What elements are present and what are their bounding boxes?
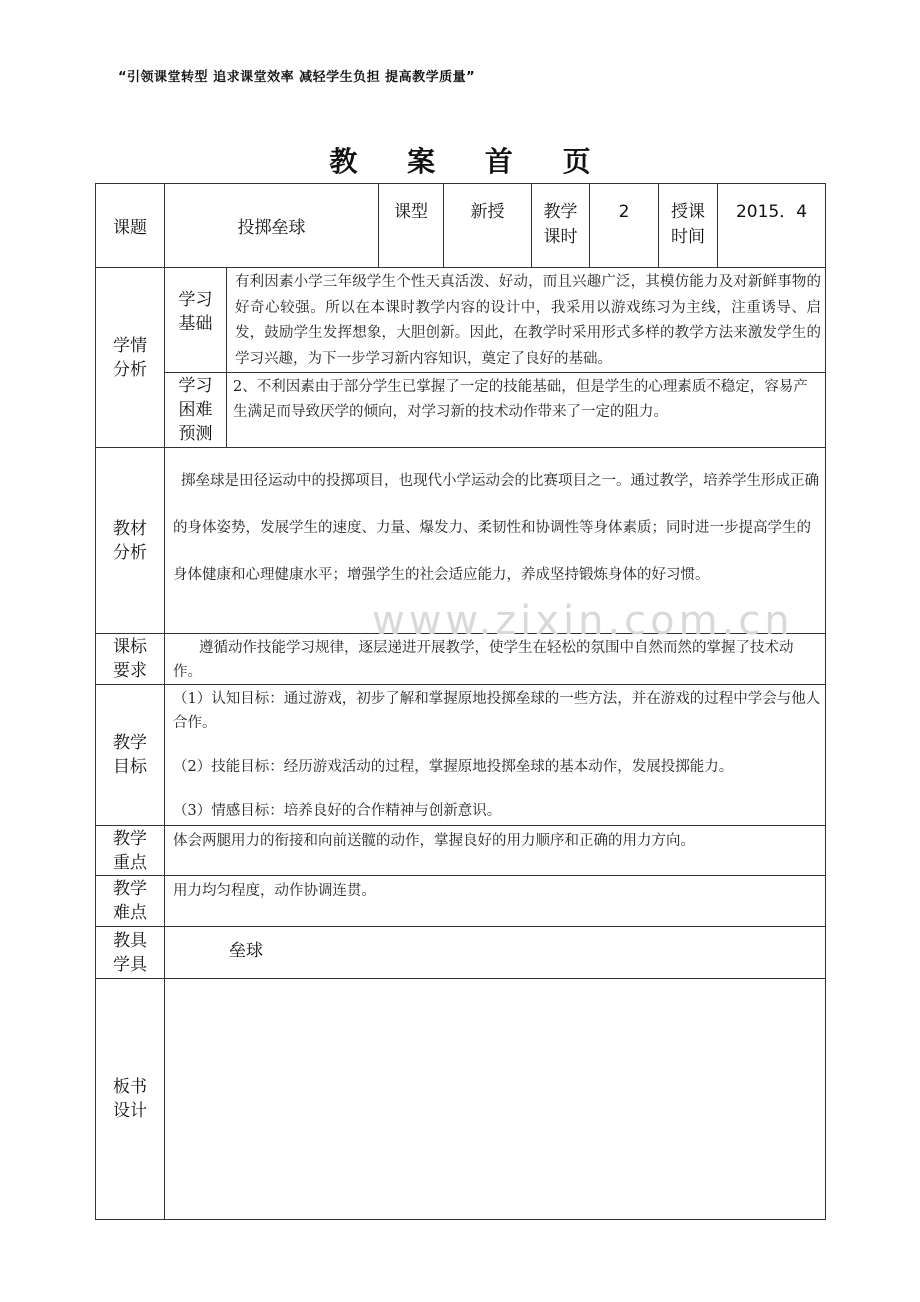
curriculum-standard-label-line-2: 要求 bbox=[113, 661, 147, 681]
date-value: 2015．4 bbox=[718, 184, 826, 268]
hours-label-line-1: 教学 bbox=[543, 202, 578, 222]
difficulty-text: 2、不利因素由于部分学生已掌握了一定的技能基础，但是学生的心理素质不稳定，容易产生满足而导致厌学的倾向，对学习新的技术动作带来了一定的阻力。 bbox=[227, 373, 826, 448]
teaching-tools-row bbox=[96, 927, 826, 979]
teaching-tools-label-line-1: 教具 bbox=[113, 930, 147, 951]
goal-cognitive: （1）认知目标：通过游戏，初步了解和掌握原地投掷垒球的一些方法，并在游戏的过程中学会与他人合作。 bbox=[173, 691, 821, 731]
hours-label bbox=[532, 184, 590, 268]
teaching-goals-label-line-1: 教学 bbox=[113, 733, 147, 753]
student-difficulty-row bbox=[96, 373, 826, 448]
difficulty-label-line-2: 困难 bbox=[178, 400, 213, 420]
key-points-label-line-2: 重点 bbox=[113, 852, 147, 873]
difficulty-label-line-3: 预测 bbox=[178, 424, 213, 444]
goal-skill: （2）技能目标：经历游戏活动的过程，掌握原地投掷垒球的基本动作，发展投掷能力。 bbox=[173, 759, 734, 775]
material-analysis-label-line-2: 分析 bbox=[113, 542, 147, 563]
basis-label bbox=[165, 268, 227, 373]
info-row bbox=[96, 184, 826, 268]
key-points-label-line-1: 教学 bbox=[113, 828, 147, 849]
student-analysis-label-line-2: 分析 bbox=[113, 359, 147, 380]
teaching-tools-label bbox=[96, 927, 165, 979]
teaching-goals-cell bbox=[165, 685, 826, 826]
curriculum-standard-label bbox=[96, 634, 165, 685]
key-points-row bbox=[96, 826, 826, 876]
board-design-label bbox=[96, 979, 165, 1220]
teaching-goals-label bbox=[96, 685, 165, 826]
student-analysis-label bbox=[96, 268, 165, 448]
student-analysis-label-line-1: 学情 bbox=[113, 335, 147, 356]
material-analysis-text: 掷垒球是田径运动中的投掷项目，也现代小学运动会的比赛项目之一。通过教学，培养学生形成正确的身体姿势，发展学生的速度、力量、爆发力、柔韧性和协调性等身体素质；同时进一步提高学生的身体健康和心理健康水平；增强学生的社会适应能力，养成坚持锻炼身体的好习惯。 bbox=[173, 473, 819, 583]
teaching-goals-label-line-2: 目标 bbox=[113, 757, 147, 777]
difficult-points-label-line-2: 难点 bbox=[113, 903, 147, 923]
material-analysis-label-line-1: 教材 bbox=[113, 518, 147, 539]
difficult-points-label bbox=[96, 876, 165, 927]
teaching-goals-row bbox=[96, 685, 826, 826]
topic-value: 投掷垒球 bbox=[165, 184, 379, 268]
teaching-tools-label-line-2: 学具 bbox=[113, 954, 147, 975]
hours-label-line-2: 课时 bbox=[543, 227, 578, 247]
date-label bbox=[659, 184, 718, 268]
basis-label-line-1: 学习 bbox=[178, 290, 213, 310]
header-slogan: “引领课堂转型 追求课堂效率 减轻学生负担 提高教学质量” bbox=[118, 70, 476, 85]
key-points-text: 体会两腿用力的衔接和向前送髋的动作，掌握良好的用力顺序和正确的用力方向。 bbox=[165, 826, 826, 876]
curriculum-standard-label-line-1: 课标 bbox=[113, 637, 147, 657]
type-label: 课型 bbox=[379, 184, 444, 268]
board-design-row bbox=[96, 979, 826, 1220]
page-title: 教 案 首 页 bbox=[329, 145, 611, 178]
goal-emotional: （3）情感目标：培养良好的合作精神与创新意识。 bbox=[173, 803, 502, 819]
difficult-points-label-line-1: 教学 bbox=[113, 879, 147, 899]
lesson-plan-table bbox=[95, 183, 826, 1220]
type-value: 新授 bbox=[444, 184, 532, 268]
difficult-points-row bbox=[96, 876, 826, 927]
basis-text: 有利因素小学三年级学生个性天真活泼、好动，而且兴趣广泛，其模仿能力及对新鲜事物的好奇心较强。所以在本课时教学内容的设计中，我采用以游戏练习为主线，注重诱导、启发，鼓励学生发挥想象，大胆创新。因此，在教学时采用形式多样的教学方法来激发学生的学习兴趣，为下一步学习新内容知识，奠定了良好的基础。 bbox=[227, 268, 826, 373]
student-basis-row bbox=[96, 268, 826, 373]
hours-value: 2 bbox=[590, 184, 659, 268]
difficulty-label bbox=[165, 373, 227, 448]
board-design-content bbox=[165, 979, 826, 1220]
key-points-label bbox=[96, 826, 165, 876]
date-label-line-1: 授课 bbox=[671, 202, 705, 222]
board-design-label-line-1: 板书 bbox=[113, 1077, 147, 1097]
board-design-label-line-2: 设计 bbox=[113, 1101, 147, 1121]
difficult-points-text: 用力均匀程度，动作协调连贯。 bbox=[165, 876, 826, 927]
basis-label-line-2: 基础 bbox=[178, 314, 213, 334]
topic-label: 课题 bbox=[96, 184, 165, 268]
teaching-tools-text: 垒球 bbox=[165, 927, 826, 979]
material-analysis-label bbox=[96, 448, 165, 634]
date-label-line-2: 时间 bbox=[671, 227, 705, 247]
watermark: www.zixin.com.cn bbox=[372, 598, 794, 644]
curriculum-standard-text: 遵循动作技能学习规律，逐层递进开展教学，使学生在轻松的氛围中自然而然的掌握了技术动作。 bbox=[173, 640, 794, 680]
difficulty-label-line-1: 学习 bbox=[178, 376, 213, 396]
